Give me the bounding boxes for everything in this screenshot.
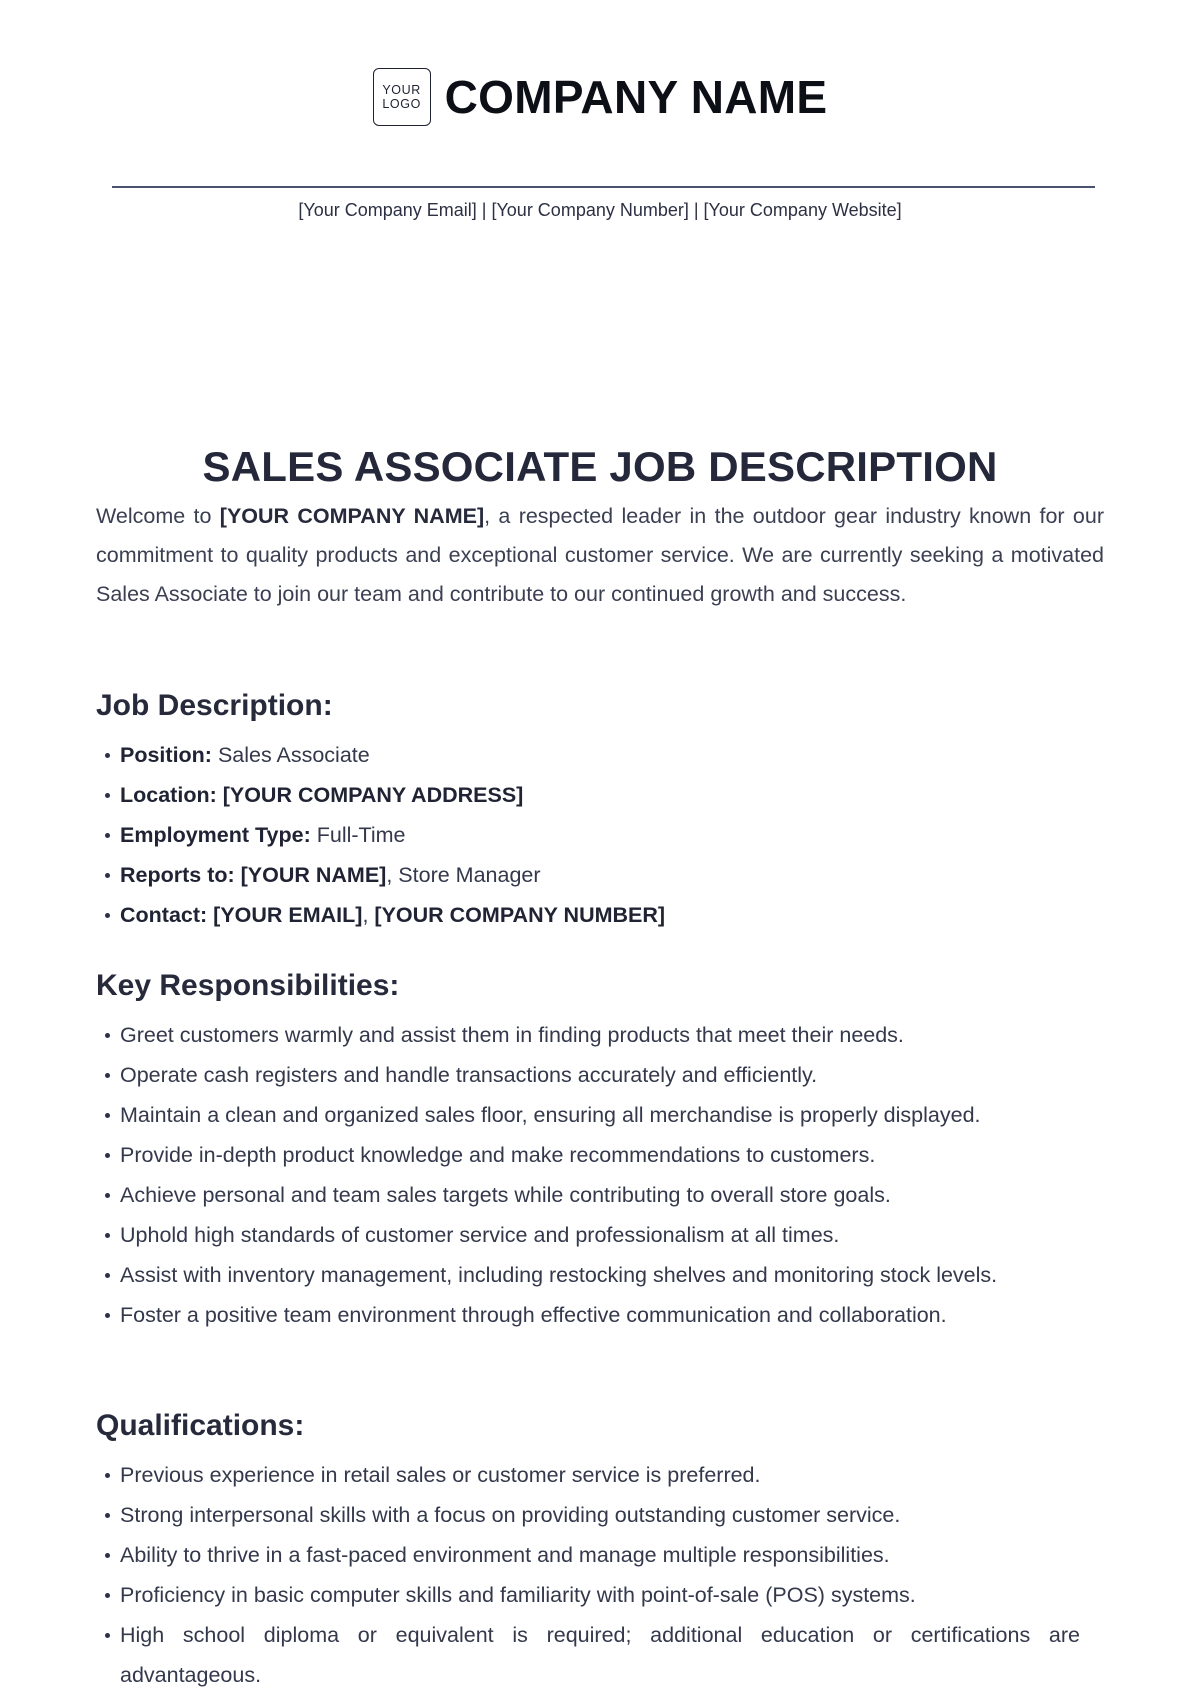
intro-text-rest: , a respected leader in the outdoor gear industry known for our commitment to quality products and exceptional customer service. We are currently seeking a motivated Sales Associate to join our team and contribute to our continued growth and success. [96, 504, 1104, 606]
intro-text-start: Welcome to [96, 504, 220, 528]
list-item [96, 895, 1080, 935]
key-responsibilities-list [96, 1015, 1080, 1335]
intro-paragraph [96, 497, 1104, 614]
list-item [96, 815, 1080, 855]
list-item: Foster a positive team environment through effective communication and collaboration. [96, 1295, 1080, 1335]
list-item: Maintain a clean and organized sales floor, ensuring all merchandise is properly displayed. [96, 1095, 1080, 1135]
list-item: Proficiency in basic computer skills and familiarity with point-of-sale (POS) systems. [96, 1575, 1080, 1615]
qualifications-heading: Qualifications: [96, 1409, 305, 1442]
location-label: Location: [YOUR COMPANY ADDRESS] [120, 783, 524, 807]
key-responsibilities-heading: Key Responsibilities: [96, 969, 400, 1002]
company-name: COMPANY NAME [444, 71, 828, 123]
position-value: Sales Associate [211, 743, 370, 767]
logo-text-line1: YOUR [382, 83, 421, 97]
list-item: Uphold high standards of customer service and professionalism at all times. [96, 1215, 1080, 1255]
list-item: Achieve personal and team sales targets while contributing to overall store goals. [96, 1175, 1080, 1215]
document-title: SALES ASSOCIATE JOB DESCRIPTION [202, 443, 998, 490]
contact-label: Contact: [YOUR EMAIL] [120, 903, 363, 927]
company-contact-line: [Your Company Email] | [Your Company Number] | [Your Company Website] [298, 200, 902, 220]
job-description-list [96, 735, 1080, 935]
list-item: High school diploma or equivalent is required; additional education or certifications are advantageous. [96, 1615, 1080, 1695]
qualifications-list [96, 1455, 1080, 1695]
reports-to-label: Reports to: [YOUR NAME] [120, 863, 387, 887]
employment-type-label: Employment Type: [120, 823, 311, 847]
intro-company-name: [YOUR COMPANY NAME] [219, 504, 485, 528]
employment-type-value: Full-Time [310, 823, 406, 847]
list-item: Assist with inventory management, including restocking shelves and monitoring stock levels. [96, 1255, 1080, 1295]
list-item [96, 855, 1080, 895]
logo-text-line2: LOGO [382, 97, 421, 111]
job-description-heading: Job Description: [96, 689, 333, 722]
brand-header [0, 68, 1200, 126]
list-item: Operate cash registers and handle transactions accurately and efficiently. [96, 1055, 1080, 1095]
list-item [96, 775, 1080, 815]
logo-placeholder [373, 68, 431, 126]
reports-to-value: , Store Manager [386, 863, 541, 887]
list-item: Previous experience in retail sales or customer service is preferred. [96, 1455, 1080, 1495]
list-item: Strong interpersonal skills with a focus on providing outstanding customer service. [96, 1495, 1080, 1535]
list-item: Greet customers warmly and assist them in finding products that meet their needs. [96, 1015, 1080, 1055]
contact-number: [YOUR COMPANY NUMBER] [374, 903, 666, 927]
list-item: Ability to thrive in a fast-paced environment and manage multiple responsibilities. [96, 1535, 1080, 1575]
position-label: Position: [120, 743, 212, 767]
header-divider [112, 186, 1095, 188]
list-item [96, 735, 1080, 775]
list-item: Provide in-depth product knowledge and make recommendations to customers. [96, 1135, 1080, 1175]
contact-separator: , [362, 903, 375, 927]
